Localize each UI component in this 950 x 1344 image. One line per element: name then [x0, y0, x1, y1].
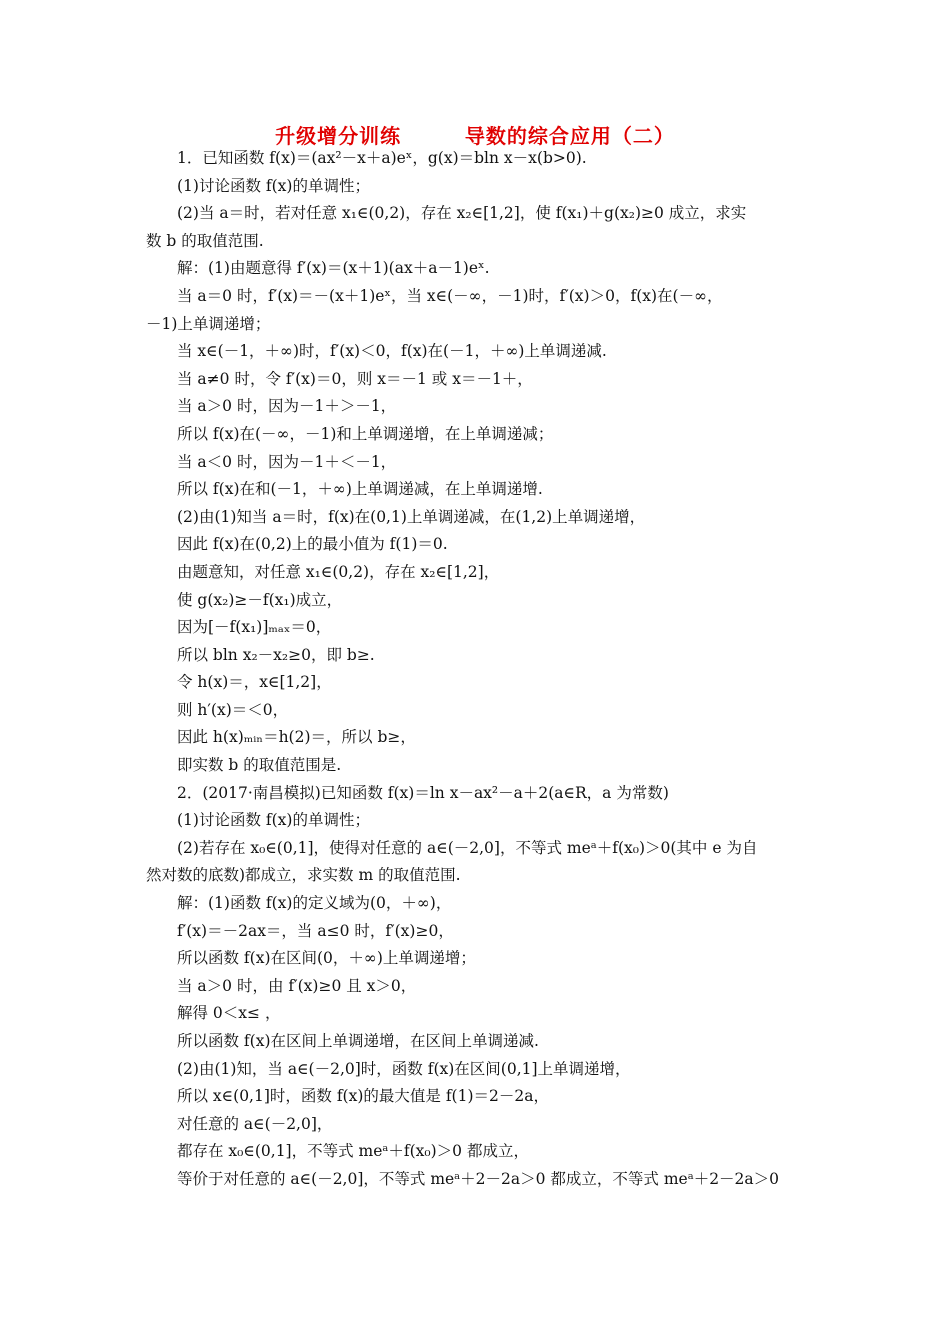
text-line: 所以函数 f(x)在区间上单调递增，在区间上单调递减.	[177, 1032, 539, 1050]
document-title: 升级增分训练 导数的综合应用（二）	[275, 124, 675, 148]
text-line: 数 b 的取值范围.	[146, 231, 264, 250]
text-line: 因为[－f(x₁)]ₘₐₓ＝0，	[177, 618, 332, 637]
text-line: 所以 x∈(0,1]时，函数 f(x)的最大值是 f(1)＝2－2a，	[177, 1087, 549, 1106]
text-line: 令 h(x)＝，x∈[1,2]，	[177, 673, 332, 692]
text-line: 对任意的 a∈(－2,0]，	[177, 1114, 333, 1133]
text-line: 所以函数 f(x)在区间(0，＋∞)上单调递增；	[177, 949, 476, 968]
text-line: 当 a≠0 时，令 f′(x)＝0，则 x＝－1 或 x＝－1＋，	[177, 369, 533, 388]
text-line: 1．已知函数 f(x)＝(ax²－x＋a)eˣ，g(x)＝bln x－x(b>0).	[177, 149, 587, 167]
text-line: 即实数 b 的取值范围是.	[177, 756, 342, 775]
text-line: 所以 f(x)在和(－1，＋∞)上单调递减，在上单调递增.	[177, 480, 543, 499]
text-line: 解：(1)函数 f(x)的定义域为(0，＋∞)，	[177, 894, 452, 913]
text-line: (2)若存在 x₀∈(0,1]，使得对任意的 a∈(－2,0]，不等式 meᵃ＋f(x₀)＞0(其中 e 为自	[177, 838, 758, 857]
text-line: (2)由(1)知，当 a∈(－2,0]时，函数 f(x)在区间(0,1]上单调递增，	[177, 1059, 631, 1078]
text-line: 都存在 x₀∈(0,1]，不等式 meᵃ＋f(x₀)＞0 都成立，	[177, 1142, 529, 1161]
text-line: (2)当 a＝时，若对任意 x₁∈(0,2)，存在 x₂∈[1,2]，使 f(x₁)＋g(x₂)≥0 成立，求实	[177, 204, 747, 223]
text-line: 当 a＜0 时，因为－1＋＜－1，	[177, 452, 397, 471]
text-line: 当 a＞0 时，因为－1＋＞－1，	[177, 397, 397, 416]
text-line: 因此 f(x)在(0,2)上的最小值为 f(1)＝0.	[177, 535, 448, 554]
text-line: 当 a＝0 时，f′(x)＝－(x＋1)eˣ，当 x∈(－∞，－1)时，f′(x)＞0，f(x)在(－∞，	[177, 286, 723, 305]
text-line: －1)上单调递增；	[146, 314, 271, 333]
text-line: 所以 f(x)在(－∞，－1)和上单调递增，在上单调递减；	[177, 424, 554, 443]
text-line: (1)讨论函数 f(x)的单调性；	[177, 811, 370, 830]
text-line: 2．(2017·南昌模拟)已知函数 f(x)＝ln x－ax²－a＋2(a∈R，a 为常数)	[177, 783, 669, 802]
text-line: f′(x)＝－2ax＝，当 a≤0 时，f′(x)≥0，	[177, 921, 454, 940]
text-line: 当 a＞0 时，由 f′(x)≥0 且 x＞0，	[177, 976, 417, 995]
document-body	[146, 145, 810, 1194]
text-line: (1)讨论函数 f(x)的单调性；	[177, 176, 370, 195]
text-line: 解：(1)由题意得 f′(x)＝(x＋1)(ax＋a－1)eˣ.	[177, 259, 490, 278]
text-line: (2)由(1)知当 a＝时，f(x)在(0,1)上单调递减，在(1,2)上单调递增，	[177, 507, 646, 526]
text-line: 因此 h(x)ₘᵢₙ＝h(2)＝，所以 b≥，	[177, 728, 416, 747]
text-line: 解得 0＜x≤ ，	[177, 1004, 281, 1023]
text-line: 则 h′(x)＝＜0，	[177, 700, 289, 719]
text-line: 然对数的底数)都成立，求实数 m 的取值范围.	[146, 866, 461, 885]
text-line: 等价于对任意的 a∈(－2,0]，不等式 meᵃ＋2－2a＞0 都成立，不等式 meᵃ＋2－2a＞0	[177, 1169, 780, 1188]
text-line: 使 g(x₂)≥－f(x₁)成立，	[177, 590, 343, 609]
text-line: 由题意知，对任意 x₁∈(0,2)，存在 x₂∈[1,2]，	[177, 562, 500, 581]
text-line: 所以 bln x₂－x₂≥0，即 b≥.	[177, 645, 375, 664]
text-line: 当 x∈(－1，＋∞)时，f′(x)＜0，f(x)在(－1，＋∞)上单调递减.	[177, 342, 607, 361]
